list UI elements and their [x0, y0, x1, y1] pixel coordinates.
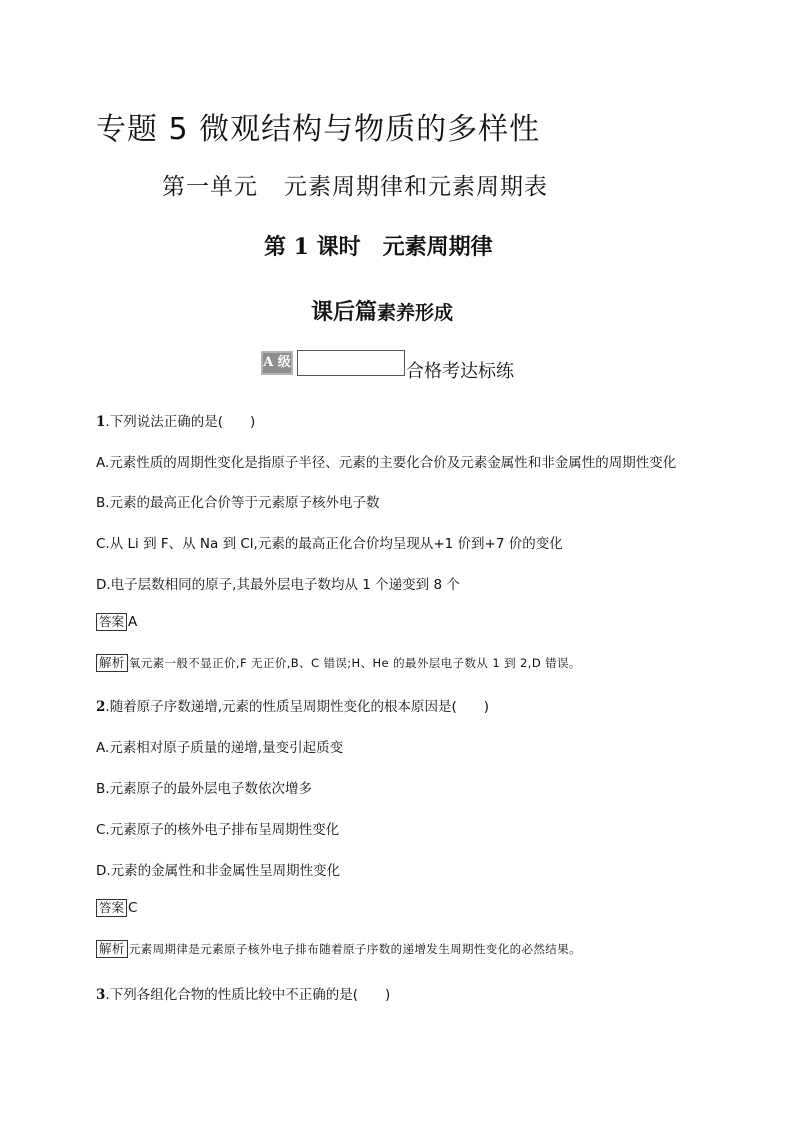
question-1-option-a: A.元素性质的周期性变化是指原子半径、元素的主要化合价及元素金属性和非金属性的周期性变化 [96, 455, 677, 471]
analysis-text: 氧元素一般不显正价,F 无正价,B、C 错误;H、He 的最外层电子数从 1 到 2,D 错误。 [128, 656, 581, 670]
question-2-option-c: C.元素原子的核外电子排布呈周期性变化 [96, 822, 340, 838]
question-1-option-c: C.从 Li 到 F、从 Na 到 Cl,元素的最高正化合价均呈现从+1 价到+7 价的变化 [96, 536, 563, 552]
analysis-text: 元素周期律是元素原子核外电子排布随着原子序数的递增发生周期性变化的必然结果。 [128, 942, 582, 956]
analysis-label: 解析 [96, 654, 128, 672]
answer-label: 答案 [96, 899, 127, 917]
question-2-number: 2 [96, 699, 106, 715]
lesson-name: 元素周期律 [382, 234, 493, 260]
question-2-answer [96, 899, 137, 917]
topic-title: 专题 5 微观结构与物质的多样性 [96, 112, 541, 147]
analysis-label: 解析 [96, 940, 128, 958]
lesson-number: 第 1 课时 [264, 234, 361, 260]
question-2-analysis [96, 940, 581, 958]
section-title-main: 课后篇 [311, 300, 378, 325]
question-1-option-d: D.电子层数相同的原子,其最外层电子数均从 1 个递变到 8 个 [96, 577, 460, 593]
question-3-number: 3 [96, 987, 106, 1003]
lesson-title [264, 230, 493, 261]
question-1-analysis [96, 654, 581, 672]
unit-number: 第一单元 [162, 174, 258, 200]
question-2-option-d: D.元素的金属性和非金属性呈周期性变化 [96, 863, 341, 879]
answer-label: 答案 [96, 613, 127, 631]
question-1-number: 1 [96, 414, 106, 430]
answer-value: C [128, 900, 138, 916]
question-2-stem: 2.随着原子序数递增,元素的性质呈周期性变化的根本原因是( ) [96, 699, 490, 715]
level-blank-box [297, 350, 405, 376]
section-title-sub: 素养形成 [377, 302, 454, 324]
question-3-stem: 3.下列各组化合物的性质比较中不正确的是( ) [96, 987, 391, 1003]
level-title: 合格考达标练 [406, 361, 514, 382]
unit-title [162, 168, 548, 201]
question-2-option-b: B.元素原子的最外层电子数依次增多 [96, 781, 313, 797]
answer-value: A [128, 614, 138, 630]
level-badge: A 级 [261, 351, 293, 375]
question-2-option-a: A.元素相对原子质量的递增,量变引起质变 [96, 740, 344, 756]
section-title [311, 295, 453, 326]
unit-name: 元素周期律和元素周期表 [284, 174, 548, 200]
question-1-answer [96, 613, 137, 631]
question-1-option-b: B.元素的最高正化合价等于元素原子核外电子数 [96, 495, 380, 511]
question-1-stem: 1.下列说法正确的是( ) [96, 414, 256, 430]
